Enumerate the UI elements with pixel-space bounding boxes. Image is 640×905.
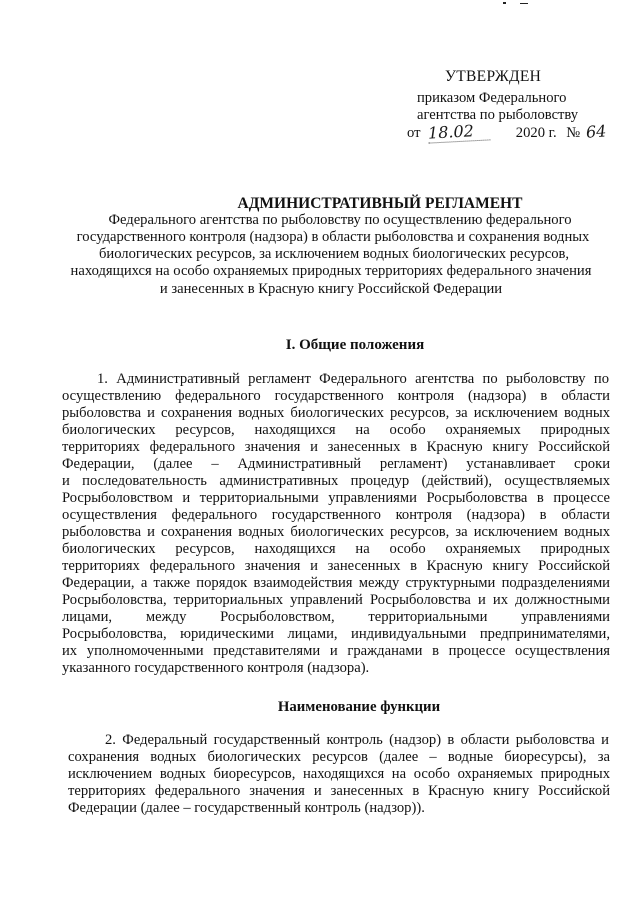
subtitle-line: находящихся на особо охраняемых природных территориях федерального значения <box>70 263 592 279</box>
paragraph-line: осуществления федерального государственного контроля (надзора) в области <box>62 507 610 523</box>
approval-year: 2020 г. <box>515 125 557 141</box>
number-sign: № <box>566 125 581 141</box>
paragraph-line: рыболовства и сохранения водных биологических ресурсов, за исключением водных <box>62 524 610 540</box>
paragraph-line: 2. Федеральный государственный контроль (надзор) в области рыболовства и <box>105 732 609 748</box>
paragraph-line: Росрыболовством и территориальными управлениями Росрыболовства в процессе <box>62 490 610 506</box>
scan-speck <box>503 2 506 4</box>
approval-line-2: агентства по рыболовству <box>417 107 579 123</box>
approval-line-1: приказом Федерального <box>417 90 567 106</box>
paragraph-line: указанного государственного контроля (надзора). <box>62 660 370 676</box>
paragraph-line: лицами, между Росрыболовством, территориальными управлениями <box>62 609 610 625</box>
handwritten-date: 18.02 <box>428 121 491 143</box>
paragraph-line: рыболовства и сохранения водных биологических ресурсов, за исключением водных <box>62 405 610 421</box>
paragraph-line: осуществлению федерального государственного контроля (надзора) в области <box>62 388 610 404</box>
section-heading-function: Наименование функции <box>277 699 441 715</box>
subtitle-line: Федерального агентства по рыболовству по осуществлению федерального <box>108 212 572 228</box>
subtitle-line: и занесенных в Красную книгу Российской Федерации <box>159 281 503 297</box>
paragraph-line: сохранения водных биологических ресурсов (далее – водные биоресурсы), за <box>68 749 610 765</box>
date-prefix: от <box>407 125 421 141</box>
paragraph-line: Росрыболовства, юридическими лицами, индивидуальными предпринимателями, <box>62 626 610 642</box>
paragraph-line: биологических ресурсов, находящихся на особо охраняемых природных <box>62 422 610 438</box>
paragraph-line: и последовательность административных процедур (действий), осуществляемых <box>62 473 610 489</box>
paragraph-line: биологических ресурсов, находящихся на особо охраняемых природных <box>62 541 610 557</box>
paragraph-line: Федерации, а также порядок взаимодействия между структурными подразделениями <box>62 575 610 591</box>
paragraph-line: Федерации, (далее – Административный регламент) устанавливает сроки <box>62 456 610 472</box>
paragraph-line: территориях федерального значения и занесенных в Красную книгу Российской <box>62 558 610 574</box>
approval-date-line <box>407 123 606 142</box>
paragraph-line: территориях федерального значения и занесенных в Красную книгу Российской <box>62 439 610 455</box>
paragraph-line: Федерации (далее – государственный контроль (надзор)). <box>68 800 425 816</box>
paragraph-line: 1. Административный регламент Федерального агентства по рыболовству по <box>97 371 609 387</box>
document-title: АДМИНИСТРАТИВНЫЙ РЕГЛАМЕНТ <box>237 195 523 212</box>
paragraph-line: исключением водных биоресурсов, находящихся на особо охраняемых природных <box>68 766 610 782</box>
approval-title: УТВЕРЖДЕН <box>445 68 542 85</box>
handwritten-number: 64 <box>585 121 607 142</box>
subtitle-line: биологических ресурсов, за исключением водных биологических ресурсов, <box>98 246 570 262</box>
section-heading-general: I. Общие положения <box>285 337 425 353</box>
paragraph-line: территориях федерального значения и занесенных в Красную книгу Российской <box>68 783 610 799</box>
paragraph-line: их уполномоченными представителями и гражданами в процессе осуществления <box>62 643 610 659</box>
scan-speck <box>520 3 528 4</box>
paragraph-line: Росрыболовства, территориальных управлений Росрыболовства и их должностными <box>62 592 610 608</box>
subtitle-line: государственного контроля (надзора) в области рыболовства и сохранения водных <box>76 229 590 245</box>
